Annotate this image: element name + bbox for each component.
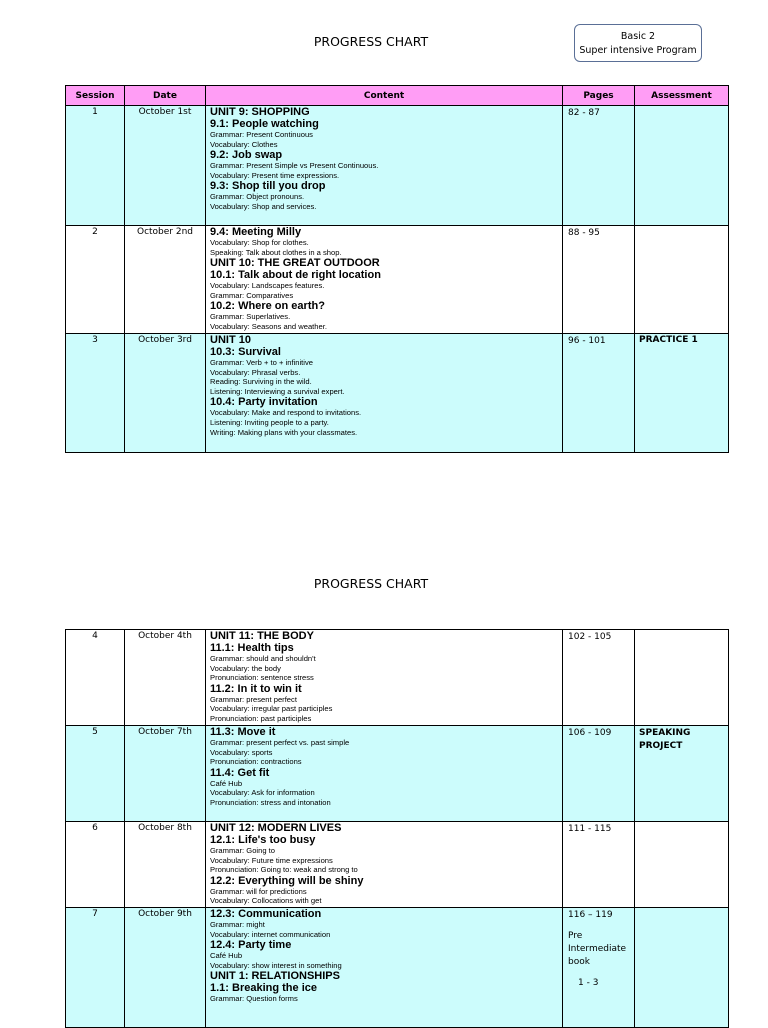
content-detail: Vocabulary: Seasons and weather. bbox=[210, 321, 327, 331]
spacer bbox=[568, 969, 629, 977]
assessment-cell bbox=[635, 106, 729, 226]
content-detail: Café Hub bbox=[210, 778, 243, 788]
content-heading: UNIT 1: RELATIONSHIPS bbox=[210, 970, 340, 983]
table-row bbox=[66, 908, 729, 1028]
program-label: Super intensive Program bbox=[579, 45, 697, 56]
content-heading: 12.4: Party time bbox=[210, 939, 292, 952]
header-session: Session bbox=[66, 86, 125, 106]
pages-range: 116 – 119 bbox=[568, 910, 613, 920]
content-detail: Vocabulary: Present time expressions. bbox=[210, 170, 340, 180]
content-heading: UNIT 11: THE BODY bbox=[210, 630, 314, 642]
pages-cell bbox=[563, 106, 635, 226]
content-detail: Vocabulary: Landscapes features. bbox=[210, 281, 325, 291]
spacer bbox=[568, 922, 629, 930]
assessment-cell bbox=[635, 630, 729, 726]
pages-range: 88 - 95 bbox=[568, 228, 600, 238]
pages-range: 106 - 109 bbox=[568, 728, 612, 738]
pages-note: book bbox=[568, 957, 590, 967]
content-detail: Grammar: present perfect bbox=[210, 694, 297, 704]
content-detail: Grammar: Comparatives bbox=[210, 290, 294, 300]
assessment-label: PROJECT bbox=[639, 741, 683, 751]
content-detail: Vocabulary: irregular past participles bbox=[210, 704, 333, 714]
header-pages: Pages bbox=[563, 86, 635, 106]
content-detail: Vocabulary: sports bbox=[210, 747, 273, 757]
session-cell: 1 bbox=[66, 106, 125, 226]
session-cell: 3 bbox=[66, 334, 125, 453]
table-row bbox=[66, 822, 729, 908]
content-heading: 9.3: Shop till you drop bbox=[210, 180, 326, 193]
content-detail: Grammar: will for predictions bbox=[210, 886, 307, 896]
pages-cell bbox=[563, 334, 635, 453]
table-row bbox=[66, 106, 729, 226]
session-cell: 6 bbox=[66, 822, 125, 908]
pages-note: 1 - 3 bbox=[578, 978, 599, 988]
assessment-cell bbox=[635, 726, 729, 822]
table-header-row bbox=[66, 86, 729, 106]
pages-range: 102 - 105 bbox=[568, 632, 612, 642]
content-cell bbox=[206, 334, 563, 453]
content-heading: 10.4: Party invitation bbox=[210, 396, 318, 409]
content-cell bbox=[206, 726, 563, 822]
session-cell: 2 bbox=[66, 226, 125, 334]
content-detail: Vocabulary: Make and respond to invitations. bbox=[210, 408, 362, 418]
pages-range: 82 - 87 bbox=[568, 108, 600, 118]
content-heading: 12.2: Everything will be shiny bbox=[210, 874, 364, 887]
content-heading: 12.3: Communication bbox=[210, 908, 322, 920]
content-detail: Café Hub bbox=[210, 951, 243, 961]
content-detail: Vocabulary: internet communication bbox=[210, 929, 331, 939]
content-heading: 11.3: Move it bbox=[210, 726, 276, 738]
content-detail: Grammar: should and shouldn't bbox=[210, 654, 316, 663]
content-cell bbox=[206, 822, 563, 908]
page-title-2: PROGRESS CHART bbox=[313, 576, 429, 591]
table-row bbox=[66, 726, 729, 822]
content-heading: UNIT 10: THE GREAT OUTDOOR bbox=[210, 257, 380, 270]
content-cell bbox=[206, 226, 563, 334]
pages-note: Intermediate bbox=[568, 944, 627, 954]
pages-note: Pre bbox=[568, 931, 583, 941]
session-cell: 4 bbox=[66, 630, 125, 726]
content-detail: Vocabulary: Clothes bbox=[210, 139, 278, 149]
content-heading: 11.1: Health tips bbox=[210, 642, 294, 654]
content-heading: 11.2: In it to win it bbox=[210, 682, 302, 695]
content-heading: 1.1: Breaking the ice bbox=[210, 982, 317, 995]
content-detail: Vocabulary: Shop for clothes. bbox=[210, 238, 309, 247]
content-detail: Listening: Interviewing a survival expert. bbox=[210, 386, 345, 396]
content-detail: Grammar: Object pronouns. bbox=[210, 192, 305, 202]
assessment-cell bbox=[635, 908, 729, 1028]
pages-cell bbox=[563, 226, 635, 334]
content-detail: Vocabulary: show interest in something bbox=[210, 960, 342, 970]
pages-range: 111 - 115 bbox=[568, 824, 612, 834]
header-assessment: Assessment bbox=[635, 86, 729, 106]
header-date: Date bbox=[125, 86, 206, 106]
date-cell: October 9th bbox=[125, 908, 206, 1028]
content-detail: Vocabulary: Phrasal verbs. bbox=[210, 367, 301, 377]
content-cell bbox=[206, 908, 563, 1028]
content-detail: Vocabulary: Shop and services. bbox=[210, 201, 317, 211]
content-detail: Pronunciation: past participles bbox=[210, 713, 312, 723]
date-cell: October 2nd bbox=[125, 226, 206, 334]
progress-table-1 bbox=[65, 85, 729, 453]
date-cell: October 4th bbox=[125, 630, 206, 726]
content-detail: Vocabulary: Collocations with get bbox=[210, 896, 322, 906]
content-heading: 9.4: Meeting Milly bbox=[210, 226, 302, 238]
content-detail: Pronunciation: stress and intonation bbox=[210, 797, 331, 807]
content-detail: Pronunciation: contractions bbox=[210, 757, 302, 767]
assessment-cell bbox=[635, 226, 729, 334]
date-cell: October 3rd bbox=[125, 334, 206, 453]
content-detail: Pronunciation: Going to: weak and strong to bbox=[210, 865, 358, 875]
content-detail: Grammar: present perfect vs. past simple bbox=[210, 738, 350, 747]
table-row bbox=[66, 630, 729, 726]
content-detail: Writing: Making plans with your classmates. bbox=[210, 427, 358, 437]
content-heading: UNIT 10 bbox=[210, 334, 251, 346]
page-title: PROGRESS CHART bbox=[313, 34, 429, 49]
content-detail: Vocabulary: the body bbox=[210, 663, 281, 673]
date-cell: October 7th bbox=[125, 726, 206, 822]
content-detail: Reading: Surviving in the wild. bbox=[210, 377, 312, 387]
assessment-label: PRACTICE 1 bbox=[639, 335, 698, 345]
content-detail: Grammar: Present Continuous bbox=[210, 130, 313, 139]
content-heading: 12.1: Life's too busy bbox=[210, 834, 316, 846]
content-detail: Vocabulary: Future time expressions bbox=[210, 855, 333, 865]
level-label: Basic 2 bbox=[620, 31, 656, 42]
table-row bbox=[66, 334, 729, 453]
content-detail: Vocabulary: Ask for information bbox=[210, 788, 315, 798]
content-heading: 9.1: People watching bbox=[210, 118, 319, 130]
content-detail: Pronunciation: sentence stress bbox=[210, 673, 314, 683]
date-cell: October 8th bbox=[125, 822, 206, 908]
table-row bbox=[66, 226, 729, 334]
content-heading: 10.1: Talk about de right location bbox=[210, 269, 381, 282]
content-detail: Listening: Inviting people to a party. bbox=[210, 417, 329, 427]
content-heading: UNIT 12: MODERN LIVES bbox=[210, 822, 342, 834]
date-cell: October 1st bbox=[125, 106, 206, 226]
assessment-cell bbox=[635, 334, 729, 453]
content-detail: Grammar: Superlatives. bbox=[210, 312, 291, 322]
session-cell: 7 bbox=[66, 908, 125, 1028]
program-level-box bbox=[574, 24, 702, 62]
pages-cell bbox=[563, 726, 635, 822]
pages-cell bbox=[563, 630, 635, 726]
content-cell bbox=[206, 106, 563, 226]
pages-cell bbox=[563, 822, 635, 908]
content-detail: Grammar: Going to bbox=[210, 846, 275, 855]
content-heading: 10.2: Where on earth? bbox=[210, 300, 325, 313]
pages-cell bbox=[563, 908, 635, 1028]
content-detail: Speaking: Talk about clothes in a shop. bbox=[210, 247, 342, 257]
content-detail: Grammar: Verb + to + infinitive bbox=[210, 358, 313, 367]
content-detail: Grammar: might bbox=[210, 920, 265, 929]
content-heading: 9.2: Job swap bbox=[210, 149, 283, 162]
pages-range: 96 - 101 bbox=[568, 336, 606, 346]
content-detail: Grammar: Question forms bbox=[210, 994, 298, 1004]
header-content: Content bbox=[206, 86, 563, 106]
content-cell bbox=[206, 630, 563, 726]
session-cell: 5 bbox=[66, 726, 125, 822]
content-heading: 11.4: Get fit bbox=[210, 766, 270, 779]
assessment-cell bbox=[635, 822, 729, 908]
assessment-label: SPEAKING bbox=[639, 728, 691, 738]
content-heading: UNIT 9: SHOPPING bbox=[210, 106, 310, 118]
content-heading: 10.3: Survival bbox=[210, 346, 281, 358]
progress-table-2 bbox=[65, 629, 729, 1028]
content-detail: Grammar: Present Simple vs Present Continuous. bbox=[210, 161, 379, 171]
